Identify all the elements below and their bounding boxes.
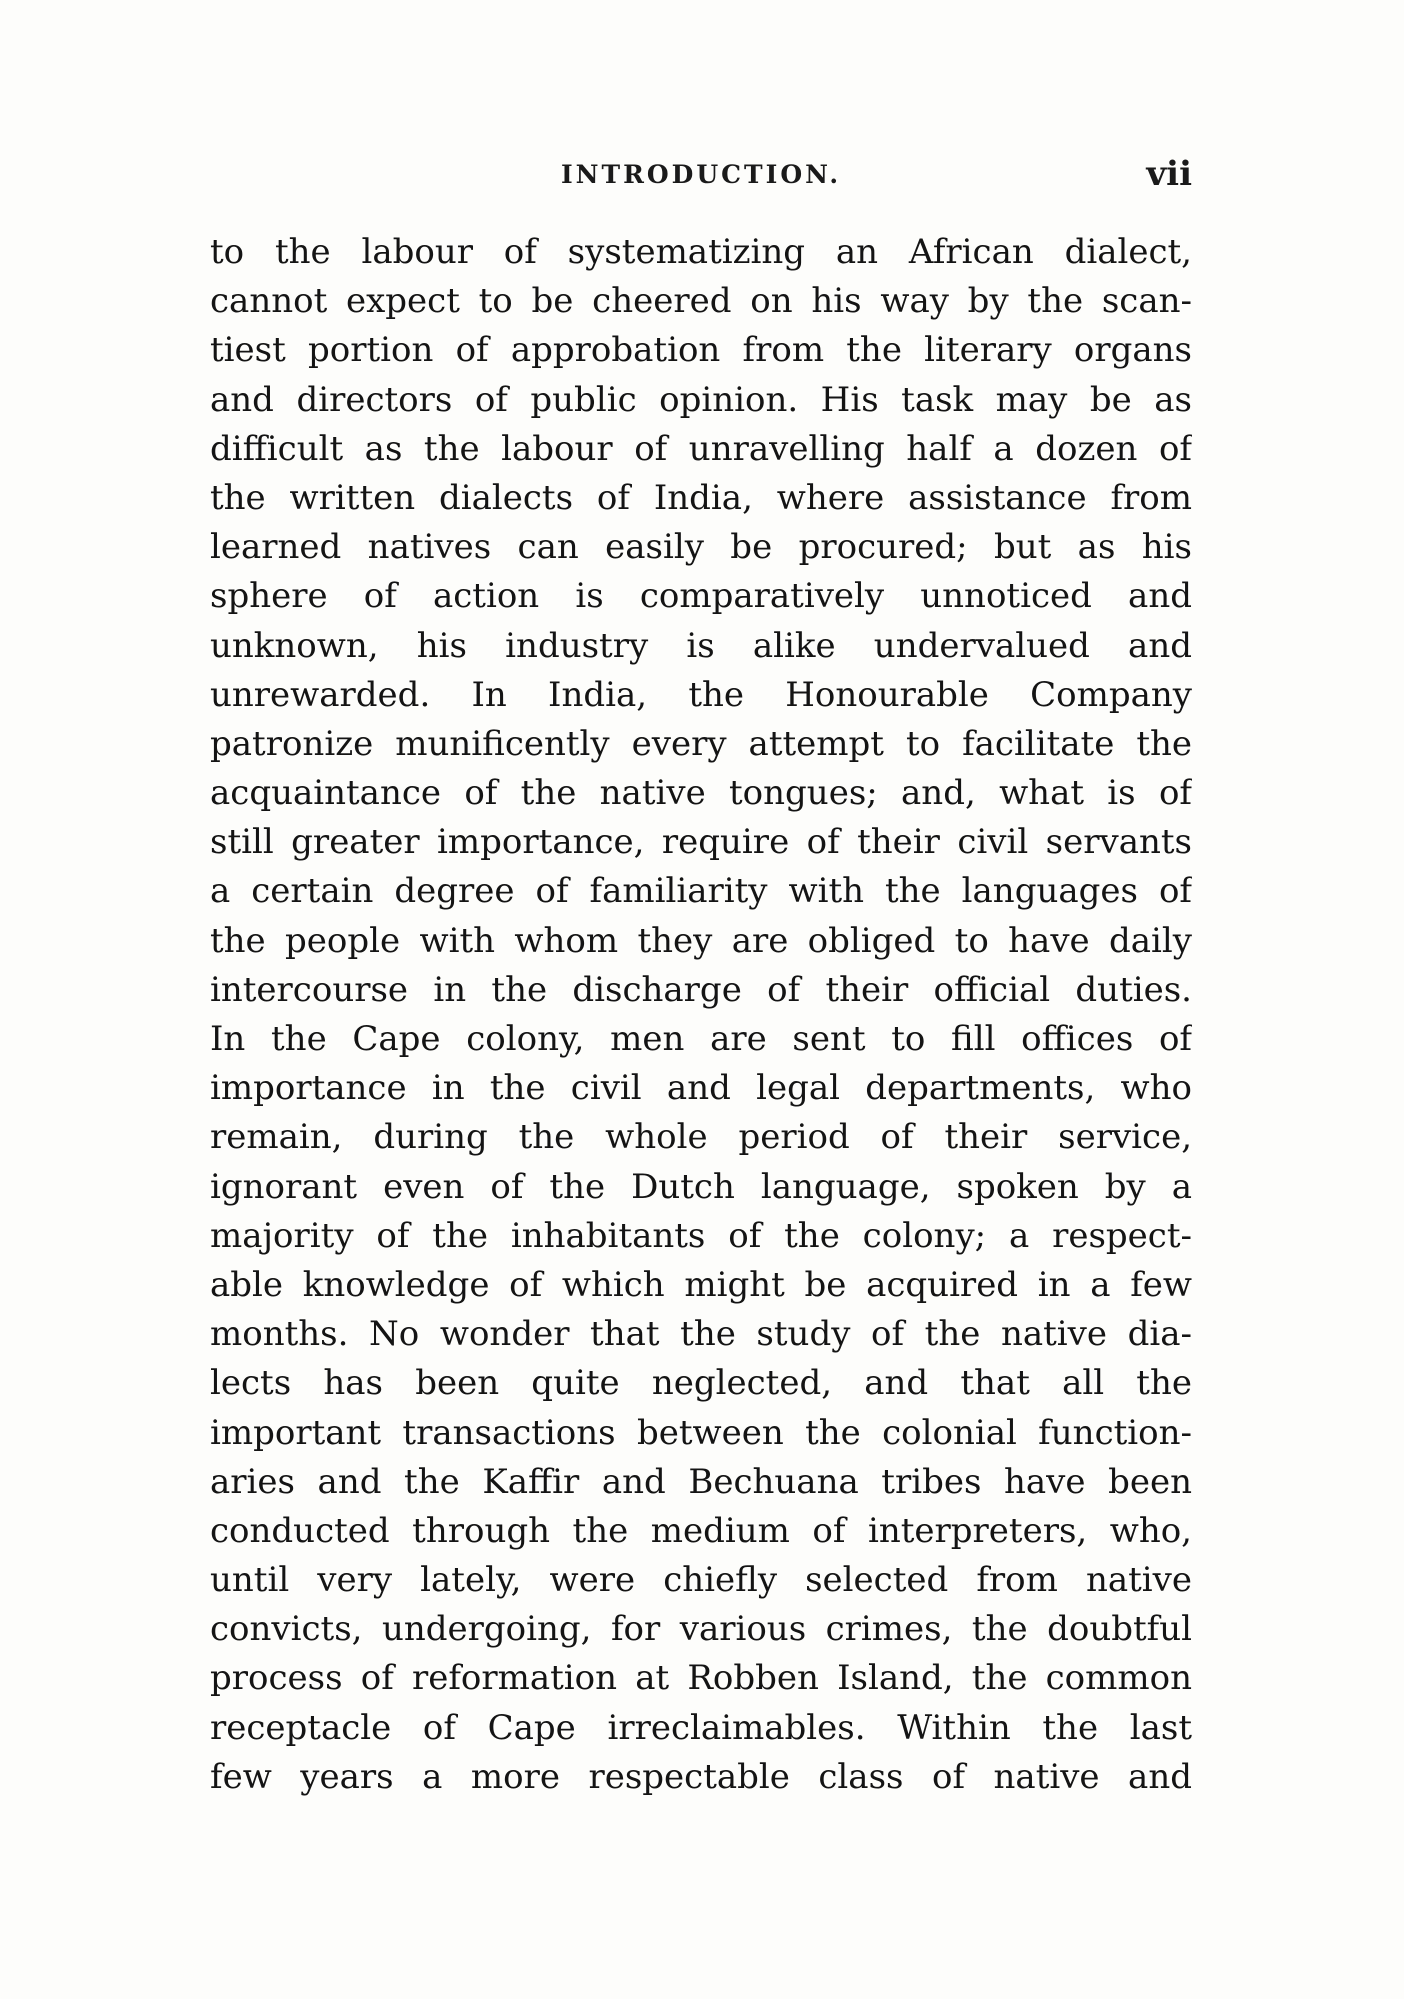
text-line: difficult as the labour of unravelling half a dozen of xyxy=(210,428,1192,469)
text-line: unrewarded. In India, the Honourable Company xyxy=(210,674,1192,715)
running-title: INTRODUCTION. xyxy=(560,160,842,189)
text-line: cannot expect to be cheered on his way by the scan- xyxy=(210,281,1192,322)
text-line: importance in the civil and legal departments, who xyxy=(210,1068,1192,1109)
text-line: receptacle of Cape irreclaimables. Within the last xyxy=(210,1707,1192,1748)
text-line: the written dialects of India, where assistance from xyxy=(210,477,1192,518)
text-line: unknown, his industry is alike undervalued and xyxy=(210,625,1192,666)
text-line: tiest portion of approbation from the literary organs xyxy=(210,330,1192,371)
text-line: acquaintance of the native tongues; and, what is of xyxy=(210,773,1192,814)
text-line: few years a more respectable class of native and xyxy=(210,1756,1192,1797)
text-line: lects has been quite neglected, and that all the xyxy=(210,1363,1192,1404)
text-line: learned natives can easily be procured; but as his xyxy=(210,527,1192,568)
text-line: process of reformation at Robben Island, the common xyxy=(210,1658,1192,1699)
text-line: patronize munificently every attempt to facilitate the xyxy=(210,723,1192,764)
text-line: ignorant even of the Dutch language, spoken by a xyxy=(210,1166,1192,1207)
text-line: until very lately, were chiefly selected from native xyxy=(210,1560,1192,1601)
text-line: the people with whom they are obliged to have daily xyxy=(210,920,1192,961)
text-line: convicts, undergoing, for various crimes, the doubtful xyxy=(210,1609,1192,1650)
text-line: In the Cape colony, men are sent to fill offices of xyxy=(210,1019,1192,1059)
text-line: intercourse in the discharge of their official duties. xyxy=(210,969,1192,1010)
text-line: to the labour of systematizing an African dialect, xyxy=(210,232,1192,272)
text-line: remain, during the whole period of their service, xyxy=(210,1117,1192,1158)
text-line: able knowledge of which might be acquired in a few xyxy=(210,1264,1192,1305)
page-number: vii xyxy=(1146,154,1192,194)
text-line: still greater importance, require of their civil servants xyxy=(210,822,1192,863)
text-line: months. No wonder that the study of the native dia- xyxy=(210,1314,1192,1355)
text-line: and directors of public opinion. His task may be as xyxy=(210,379,1192,420)
text-line: conducted through the medium of interpreters, who, xyxy=(210,1510,1192,1551)
text-line: aries and the Kaffir and Bechuana tribes have been xyxy=(210,1461,1192,1502)
text-line: majority of the inhabitants of the colony; a respect- xyxy=(210,1215,1192,1256)
text-line: sphere of action is comparatively unnoticed and xyxy=(210,576,1192,617)
running-head xyxy=(210,154,1192,200)
text-line: important transactions between the colonial function- xyxy=(210,1412,1192,1453)
body-text xyxy=(210,228,1192,1802)
text-line: a certain degree of familiarity with the languages of xyxy=(210,871,1192,912)
